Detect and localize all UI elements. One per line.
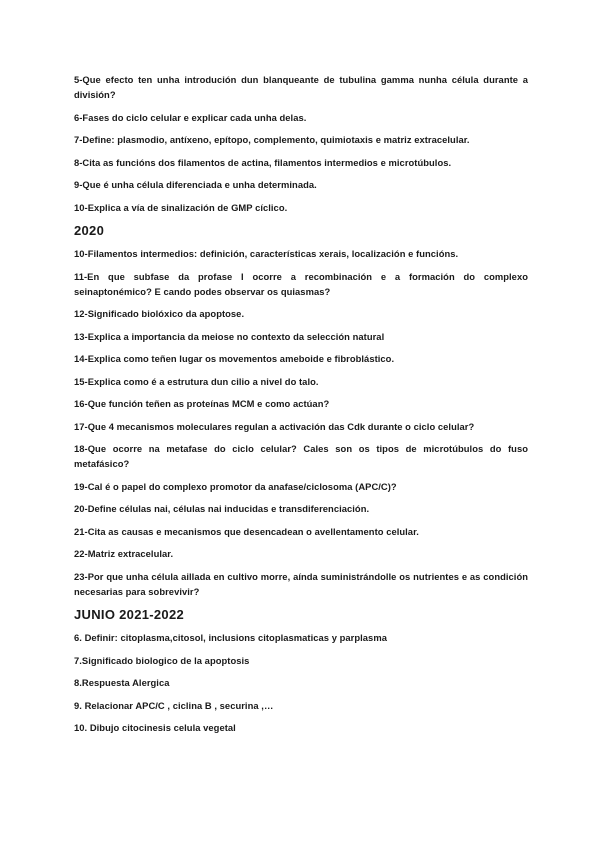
question-2020-21: 21-Cita as causas e mecanismos que desencadean o avellentamento celular.	[74, 525, 419, 537]
question-2020-13: 13-Explica a importancia da meiose no contexto da selección natural	[74, 330, 385, 342]
question-2020-11: 11-En que subfase da profase I ocorre a recombinación e a formación do complexo seinaptonémico? E cando podes observar os quiasmas?	[74, 270, 528, 297]
section-junio-2021-2022	[74, 606, 528, 735]
question-2020-14: 14-Explica como teñen lugar os movementos ameboide e fibroblástico.	[74, 353, 395, 364]
question-9: 9-Que é unha célula diferenciada e unha determinada.	[74, 179, 317, 190]
question-2020-16: 16-Que función teñen as proteínas MCM e como actúan?	[74, 398, 330, 409]
question-2020-10: 10-Filamentos intermedios: definición, características xerais, localización e funcións.	[74, 248, 459, 259]
exam-questions	[74, 72, 528, 743]
question-2020-20: 20-Define células nai, células nai inducidas e transdiferenciación.	[74, 503, 370, 514]
question-10: 10-Explica a vía de sinalización de GMP cíclico.	[74, 201, 288, 213]
question-6: 6-Fases do ciclo celular e explicar cada unha delas.	[74, 111, 307, 123]
question-2021-7: 7.Significado biologico de la apoptosis	[74, 654, 250, 666]
question-8: 8-Cita as funcións dos filamentos de actina, filamentos intermedios e microtúbulos.	[74, 156, 452, 168]
question-2020-19: 19-Cal é o papel do complexo promotor da anafase/ciclosoma (APC/C)?	[74, 480, 397, 492]
question-2020-15: 15-Explica como é a estrutura dun cilio a nivel do talo.	[74, 375, 319, 387]
question-7: 7-Define: plasmodio, antíxeno, epítopo, complemento, quimiotaxis e matriz extracelular.	[74, 134, 470, 145]
question-2021-8: 8.Respuesta Alergica	[74, 677, 170, 688]
section-heading-junio-2021-2022: JUNIO 2021-2022	[74, 607, 185, 622]
question-2020-23: 23-Por que unha célula aillada en cultivo morre, aínda suministrándolle os nutrientes e as condición necesarias para sobrevivir?	[74, 570, 528, 597]
question-2020-12: 12-Significado biolóxico da apoptose.	[74, 308, 245, 319]
question-2020-22: 22-Matriz extracelular.	[74, 548, 174, 559]
section-2020	[74, 222, 528, 599]
question-5: 5-Que efecto ten unha introdución dun blanqueante de tubulina gamma nunha célula durante a división?	[74, 74, 528, 100]
section-previous-questions	[74, 72, 528, 215]
question-2021-6: 6. Definir: citoplasma,citosol, inclusions citoplasmaticas y parplasma	[74, 632, 387, 643]
question-2020-17: 17-Que 4 mecanismos moleculares regulan a activación das Cdk durante o ciclo celular?	[74, 420, 475, 432]
question-2021-9: 9. Relacionar APC/C , ciclina B , securina ,…	[74, 699, 274, 711]
question-2020-18: 18-Que ocorre na metafase do ciclo celular? Cales son os tipos de microtúbulos do fuso metafásico?	[74, 443, 528, 469]
question-2021-10: 10. Dibujo citocinesis celula vegetal	[74, 722, 236, 733]
section-heading-2020: 2020	[74, 223, 105, 238]
